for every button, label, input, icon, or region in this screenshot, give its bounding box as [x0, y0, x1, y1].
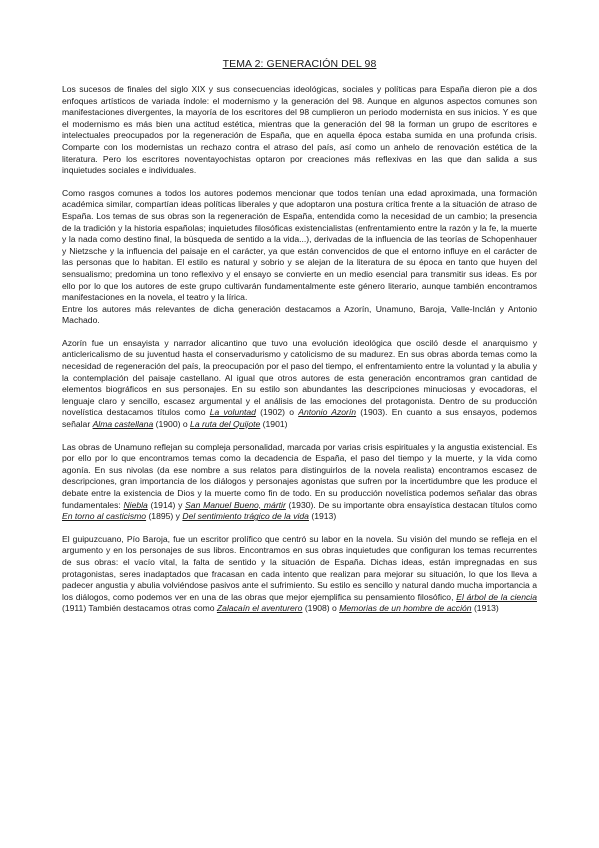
- unamuno-text-5: (1913): [308, 511, 337, 522]
- unamuno-text-2: (1914) y: [147, 499, 186, 510]
- work-del-sentimiento-tragico: Del sentimiento trágico de la vida: [182, 511, 309, 522]
- work-la-voluntad: La voluntad: [209, 407, 256, 418]
- baroja-text-3: (1908) o: [302, 603, 340, 614]
- azorin-text: Azorín fue un ensayista y narrador alicantino que tuvo una evolución ideológica que osciló desde el anarquismo y anticlericalismo de su juventud hasta el conservadurismo y catolicismo de su madurez. En sus obras aborda temas como la necesidad de regeneración del país, la preocupación por el paso del tiempo, el enfrentamiento entre la voluntad y la abulia y la contemplación del paisaje castellano. Al igual que otros autores de esta generación encontramos gran cantidad de elementos biográficos en sus personajes. En su estilo son abundantes las descripciones minuciosas y evocadoras, el lenguaje claro y sencillo, escasez argumental y el análisis de las emociones del protagonista. Dentro de su producción novelística destacamos títulos como: [62, 337, 537, 418]
- work-en-torno-al-casticismo: En torno al casticismo: [62, 511, 147, 522]
- work-niebla: Niebla: [123, 499, 148, 510]
- baroja-text-4: (1913): [471, 603, 499, 614]
- paragraph-baroja: [62, 534, 537, 615]
- page-title: TEMA 2: GENERACIÓN DEL 98: [222, 58, 377, 70]
- work-el-arbol-de-la-ciencia: El árbol de la ciencia: [456, 591, 537, 602]
- paragraph-unamuno: [62, 442, 537, 523]
- work-zalacain-el-aventurero: Zalacaín el aventurero: [216, 603, 303, 614]
- work-alma-castellana: Alma castellana: [92, 419, 154, 430]
- azorin-text-2: (1902) o: [255, 407, 299, 418]
- work-la-ruta-del-quijote: La ruta del Quijote: [190, 419, 261, 430]
- azorin-text-4: (1900) o: [153, 419, 191, 430]
- unamuno-text-3: (1930). De su importante obra ensayística destacan títulos como: [285, 499, 537, 510]
- baroja-text: El guipuzcuano, Pío Baroja, fue un escritor prolífico que centró su labor en la novela. Su visión del mundo se refleja en el argumento y en los personajes de sus libros. Encontramos en sus obras inquietudes que configuran los temas recurrentes de sus obras: el vacío vital, la falta de sentido y la situación de España. Dichas ideas, están impregnadas en sus protagonistas, seres inadaptados que fracasan en cada intento que realizan para mejorar su situación, lo que los lleva a padecer angustia y abulia volviéndose pasivos ante el sufrimiento. Su estilo es sencillo y natural dando mucha importancia a los diálogos, como podemos ver en una de las obras que mejor ejemplifica su pensamiento filosófico,: [62, 533, 537, 602]
- paragraph-authors-list: Entre los autores más relevantes de dicha generación destacamos a Azorín, Unamuno, Baroja, Valle-Inclán y Antonio Machado.: [62, 303, 537, 326]
- work-memorias-de-un-hombre-de-accion: Memorias de un hombre de acción: [339, 603, 472, 614]
- unamuno-text: Las obras de Unamuno reflejan su compleja personalidad, marcada por varias crisis espirituales y la angustia existencial. Es por ello por lo que encontramos temas como la decadencia de España, el paso del tiempo y la muerte, y la vida como agonía. En sus nivolas (da ese nombre a sus relatos para distinguirlos de la novela realista) encontramos escasez de descripciones, gran importancia de los diálogos y personajes agonistas que sufren por la incertidumbre que les produce el debate entre la existencia de Dios y la muerte como fin de todo. En su producción novelística podemos señalar das obras fundamentales:: [62, 441, 537, 510]
- baroja-text-2: (1911) También destacamos otras como: [62, 603, 217, 614]
- paragraph-azorin: [62, 338, 537, 431]
- paragraph-intro: Los sucesos de finales del siglo XIX y sus consecuencias ideológicas, sociales y políticas para España dieron pie a dos enfoques artísticos de variada índole: el modernismo y la generación del 98. Aunque en algunos aspectos comunes son manifestaciones divergentes, la mayoría de los escritores del 98 cumplieron un periodo modernista en sus inicios. Y es que el modernismo es más bien una actitud estética, mientras que la generación del 98 la forman un grupo de escritores e intelectuales preocupados por la regeneración de España, que en aquella época estaba sumida en una profunda crisis. Comparte con los modernistas un rechazo contra el atraso del país, así como un anhelo de renovación estética de la literatura. Pero los escritores noventayochistas optaron por creaciones más reflexivas en las que dan salida a sus inquietudes sociales e individuales.: [62, 84, 537, 176]
- azorin-text-5: (1901): [260, 419, 288, 430]
- paragraph-common-traits: Como rasgos comunes a todos los autores podemos mencionar que todos tenían una edad aproximada, una formación académica similar, compartían ideas políticas liberales y que adoptaron una postura crítica frente a la situación de atraso de España. Los temas de sus obras son la regeneración de España, entendida como la necesidad de un cambio; la presencia de la tradición y la historia españolas; inquietudes filosóficas existencialistas (enfrentamiento entre la razón y la fe, la muerte y la nada como destino final, la búsqueda de sentido a la vida...), derivadas de la influencia de las teorías de Schopenhauer y Nietzsche y la influencia del paisaje en el carácter, ya que están convencidos de que el entorno influye en el carácter de las personas que lo habitan. El estilo es natural y sobrio y se alejan de la literatura de su época en tanto que huyen del sensualismo; predomina un tono reflexivo y el ensayo se convierte en un medio esencial para transmitir sus ideas. Es por ello por lo que los autores de este grupo cultivarán fundamentalmente este género literario, aunque también encontramos manifestaciones en la novela, el teatro y la lírica.: [62, 187, 537, 303]
- work-san-manuel-bueno: San Manuel Bueno, mártir: [185, 499, 286, 510]
- unamuno-text-4: (1895) y: [146, 511, 183, 522]
- work-antonio-azorin: Antonio Azorín: [298, 407, 357, 418]
- azorin-text-3: (1903). En cuanto a sus ensayos, podemos señalar: [62, 407, 537, 430]
